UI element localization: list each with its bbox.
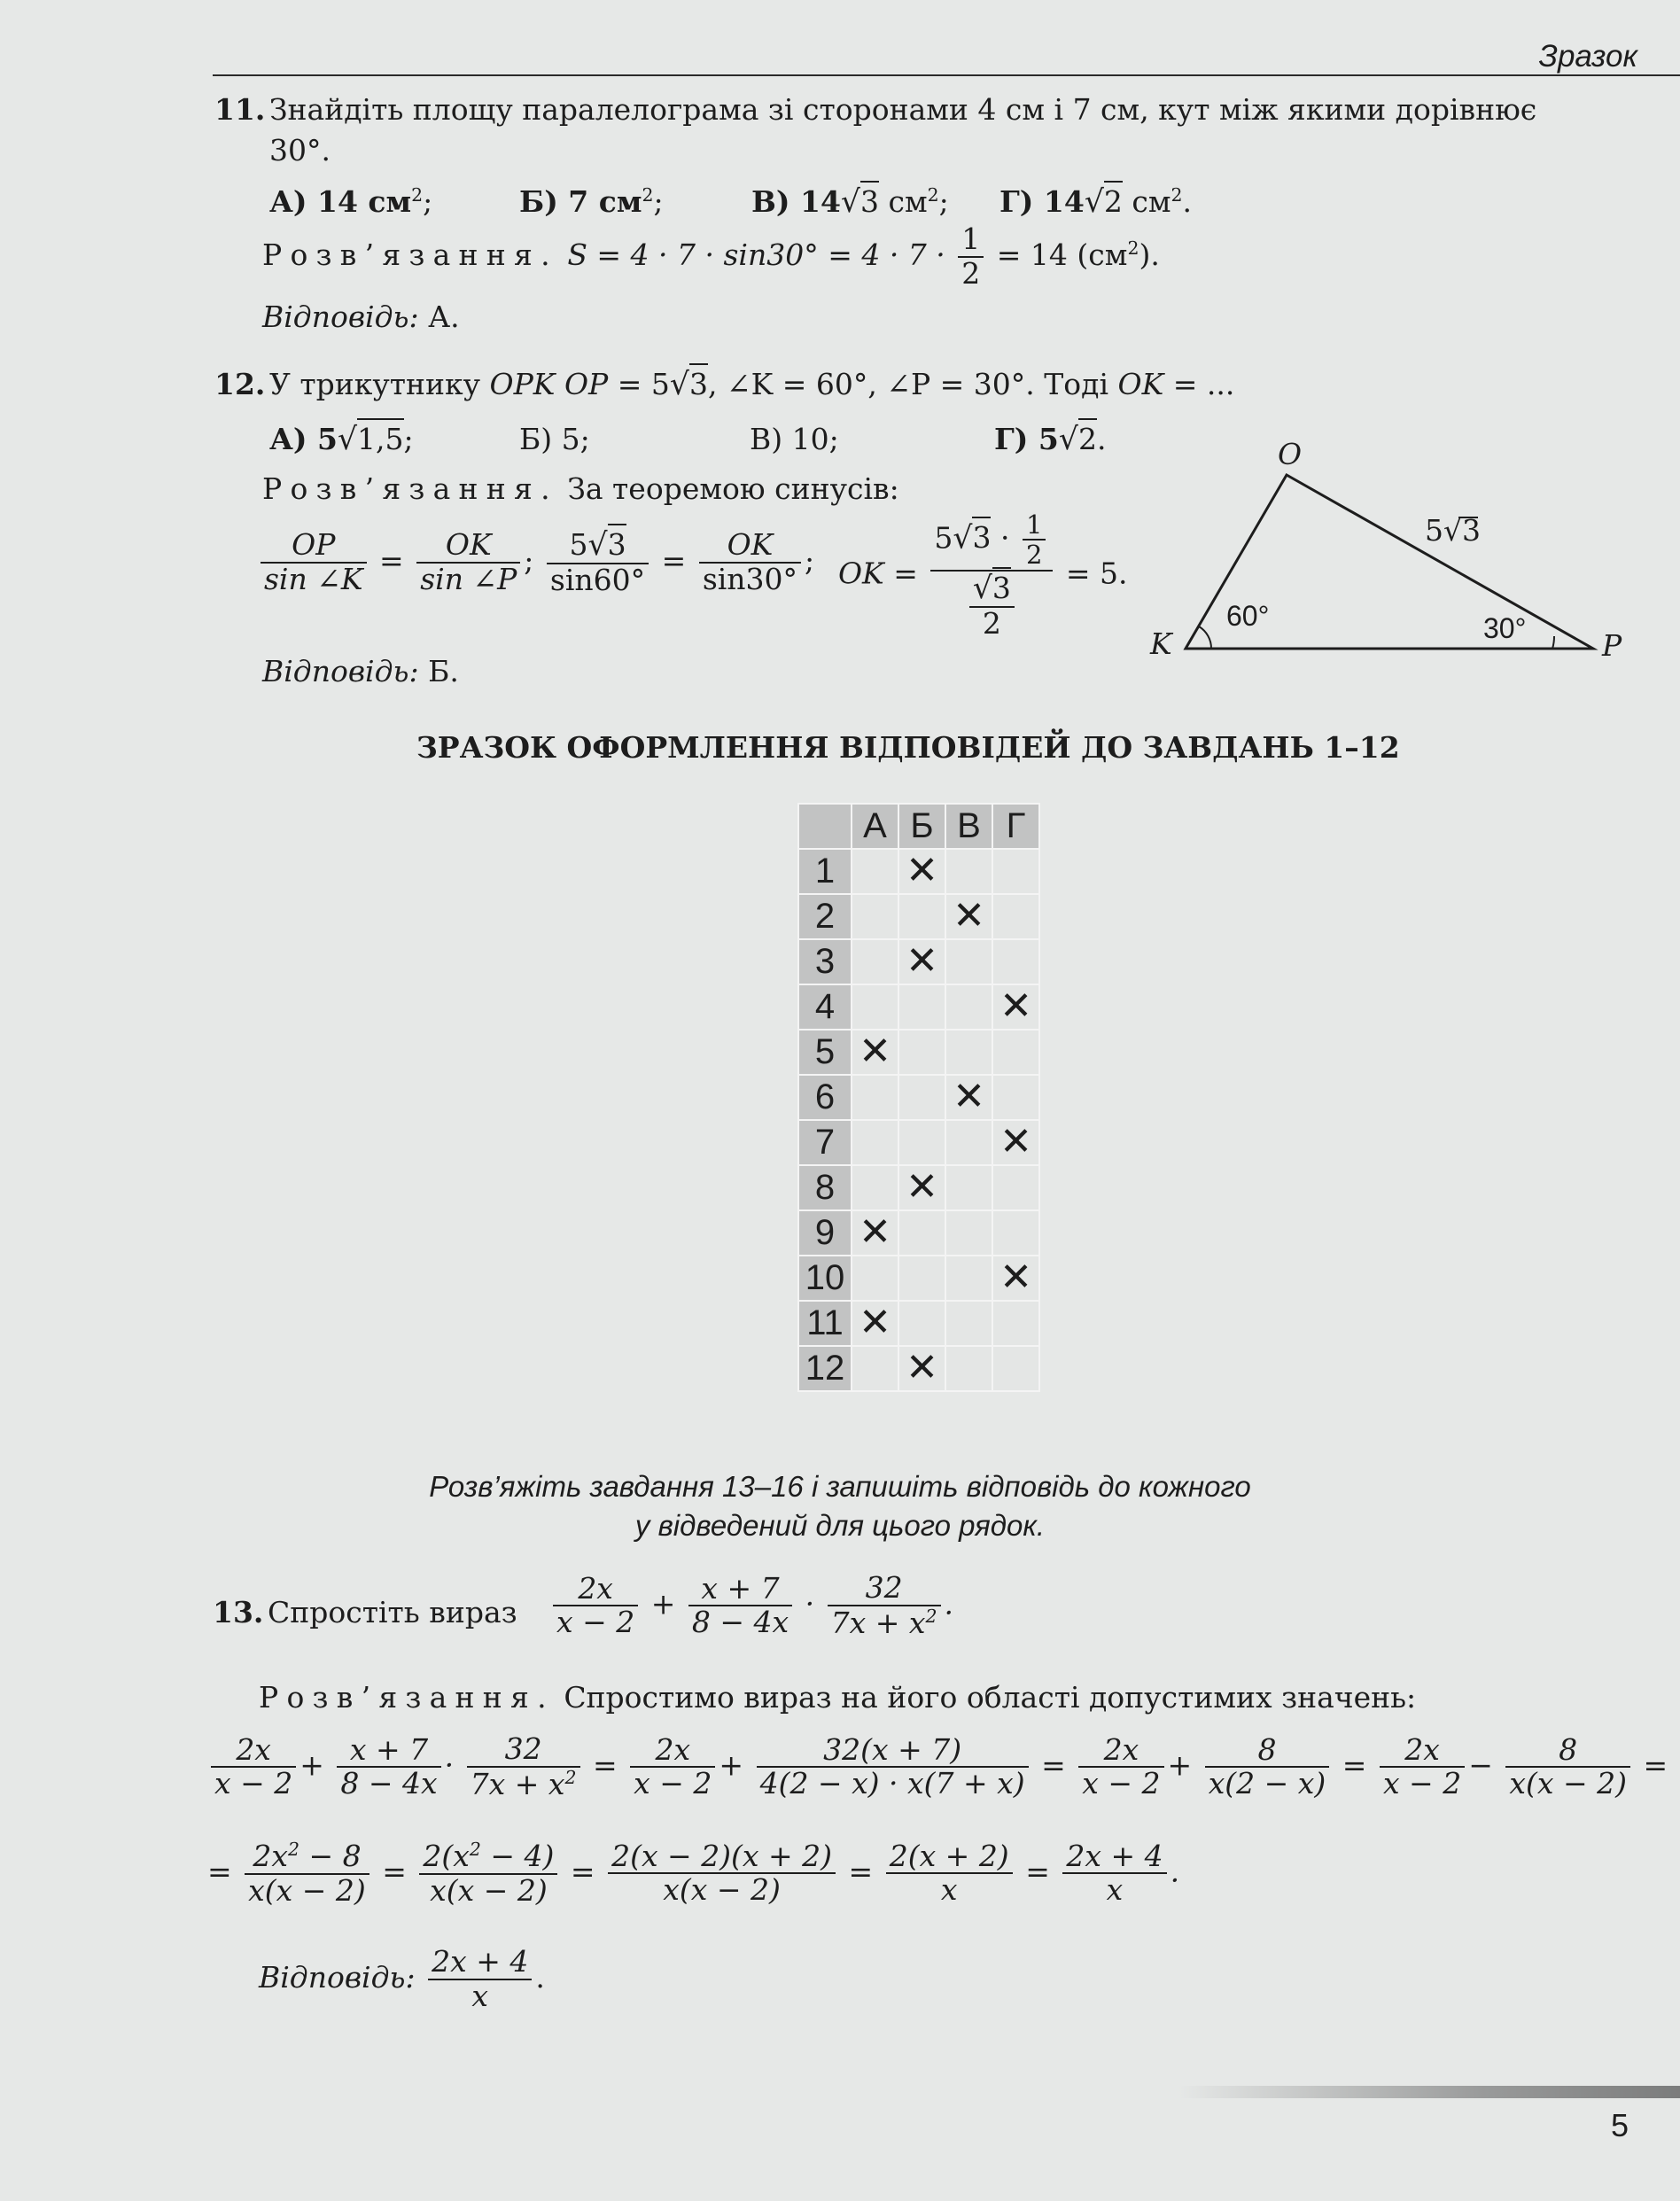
answer-cell[interactable] xyxy=(852,849,898,894)
answer-cell[interactable] xyxy=(992,939,1039,984)
answer-cell[interactable] xyxy=(852,1120,898,1165)
answer-row xyxy=(798,1120,1039,1165)
answer-cell[interactable] xyxy=(945,1075,992,1120)
cross-mark-icon: ✕ xyxy=(859,1209,891,1254)
answer-cell[interactable] xyxy=(852,894,898,939)
answer-cell[interactable] xyxy=(898,1120,945,1165)
answer-cell[interactable] xyxy=(945,1030,992,1075)
column-header: Г xyxy=(992,804,1039,849)
task13-number: 13. xyxy=(213,1595,264,1629)
task11-option-d: Г) 14√2 $см^2$. xyxy=(999,184,1192,220)
task-number-cell: 3 xyxy=(798,939,852,984)
task12-option-b: Б) 5; xyxy=(519,422,590,456)
answer-row xyxy=(798,1256,1039,1301)
task11-option-b: Б) 7 $см^2$; xyxy=(519,184,664,219)
cross-mark-icon: ✕ xyxy=(859,1300,891,1344)
answer-cell[interactable] xyxy=(992,1075,1039,1120)
vertex-label-k: K xyxy=(1150,626,1172,661)
answer-cell[interactable] xyxy=(945,939,992,984)
task13-answer: Відповідь: $\frac{2x + 4}{x}$ . xyxy=(259,1944,545,2013)
task12-option-d: Г) 5√2. xyxy=(994,422,1106,457)
answer-cell[interactable] xyxy=(898,1075,945,1120)
task12-question: У трикутнику OPK OP = 5√3, ∠K = 60°, ∠P = 30°. Тоді OK = ... xyxy=(269,367,1234,402)
answer-cell[interactable] xyxy=(945,849,992,894)
answer-cell[interactable] xyxy=(898,939,945,984)
column-header: В xyxy=(945,804,992,849)
vertex-label-p: P xyxy=(1602,628,1622,663)
answer-cell[interactable] xyxy=(992,849,1039,894)
task-number-cell: 9 xyxy=(798,1210,852,1256)
answer-row xyxy=(798,1075,1039,1120)
answer-cell[interactable] xyxy=(852,984,898,1030)
task-number-cell: 5 xyxy=(798,1030,852,1075)
answer-row xyxy=(798,1301,1039,1346)
answer-grid-body xyxy=(798,849,1039,1391)
angle-p-label: 30° xyxy=(1483,612,1527,644)
answer-cell[interactable] xyxy=(898,1030,945,1075)
answer-row xyxy=(798,1346,1039,1391)
task13-solution-intro: Розв’язання. Спростимо вираз на його області допустимих значень: xyxy=(259,1680,1417,1715)
answer-cell[interactable] xyxy=(852,939,898,984)
answer-cell[interactable] xyxy=(992,1210,1039,1256)
column-header: Б xyxy=(898,804,945,849)
answer-cell[interactable] xyxy=(852,1256,898,1301)
answer-cell[interactable] xyxy=(945,1120,992,1165)
cross-mark-icon: ✕ xyxy=(999,1119,1032,1163)
answer-cell[interactable] xyxy=(898,1256,945,1301)
answer-cell[interactable] xyxy=(898,984,945,1030)
answer-cell[interactable] xyxy=(945,894,992,939)
task-number-cell: 1 xyxy=(798,849,852,894)
answer-cell[interactable] xyxy=(852,1165,898,1210)
answer-row xyxy=(798,1030,1039,1075)
task13-question-text: Спростіть вираз xyxy=(268,1595,517,1629)
cross-mark-icon: ✕ xyxy=(999,984,1032,1028)
answer-cell[interactable] xyxy=(992,1301,1039,1346)
answer-cell[interactable] xyxy=(898,849,945,894)
answer-cell[interactable] xyxy=(898,1210,945,1256)
cross-mark-icon: ✕ xyxy=(906,848,938,892)
angle-p-arc xyxy=(1552,636,1554,649)
answers-section-title: ЗРАЗОК ОФОРМЛЕННЯ ВІДПОВІДЕЙ ДО ЗАВДАНЬ 1–12 xyxy=(416,730,1400,765)
answer-cell[interactable] xyxy=(898,1301,945,1346)
answer-cell[interactable] xyxy=(945,1165,992,1210)
task13-expression: $\frac{2x}{x - 2}$ + $\frac{x + 7}{8 - 4x}$ · $\frac{32}{7x + x^2}$ . xyxy=(549,1572,953,1640)
task-number-cell: 6 xyxy=(798,1075,852,1120)
answer-cell[interactable] xyxy=(898,1165,945,1210)
cross-mark-icon: ✕ xyxy=(906,1164,938,1209)
footer-bar xyxy=(1178,2086,1680,2098)
answer-cell[interactable] xyxy=(852,1346,898,1391)
task11-number: 11. xyxy=(214,92,266,127)
answer-row xyxy=(798,894,1039,939)
answer-cell[interactable] xyxy=(945,1301,992,1346)
answer-cell[interactable] xyxy=(852,1301,898,1346)
task-number-cell: 12 xyxy=(798,1346,852,1391)
task11-answer: Відповідь: А. xyxy=(262,299,460,334)
task-number-cell: 8 xyxy=(798,1165,852,1210)
answer-row xyxy=(798,849,1039,894)
answer-cell[interactable] xyxy=(898,1346,945,1391)
answer-row xyxy=(798,984,1039,1030)
answer-cell[interactable] xyxy=(992,1256,1039,1301)
answer-row xyxy=(798,939,1039,984)
task13-solution-line1: $\frac{2x}{x - 2}$ + $\frac{x + 7}{8 - 4x}$ · $\frac{32}{7x + x^2}$ = $\frac{2x}{x - 2}$ + $\frac{32(x + 7)}{4(2 - x) \cdot x(7 + x)}$ = $\frac{2x}{x - 2}$ + $\frac{8}{x(2 - x)}$ = $\frac{2x}{x - 2}$ − $\frac{8}{x(x - 2)}$ = xyxy=(207,1733,1668,1801)
task12-ok-computation: OK = 5√3 · $\frac{1}{2}$ $\frac{√3}{2}$ = 5. xyxy=(838,509,1128,641)
answer-cell[interactable] xyxy=(945,1210,992,1256)
task12-number: 12. xyxy=(214,367,266,401)
answer-cell[interactable] xyxy=(852,1030,898,1075)
task11-question-line1: Знайдіть площу паралелограма зі сторонами 4 см і 7 см, кут між якими дорівнює xyxy=(269,92,1537,127)
task12-option-a: А) 5√1,5; xyxy=(269,422,414,457)
answer-grid-corner xyxy=(798,804,852,849)
task11-solution: Розв’язання. S = 4 · 7 · sin30° = 4 · 7 · $\frac{1}{2}$ = 14 $(см^2)$. xyxy=(262,222,1160,291)
side-op-label: 5√3 xyxy=(1425,513,1482,548)
answer-cell[interactable] xyxy=(852,1075,898,1120)
task11-option-c: В) 14√3 $см^2$; xyxy=(751,184,949,220)
answer-cell[interactable] xyxy=(852,1210,898,1256)
answer-cell[interactable] xyxy=(992,1120,1039,1165)
answer-cell[interactable] xyxy=(992,984,1039,1030)
cross-mark-icon: ✕ xyxy=(906,1345,938,1389)
answer-row xyxy=(798,1210,1039,1256)
task12-answer: Відповідь: Б. xyxy=(262,654,459,688)
answer-row xyxy=(798,1165,1039,1210)
answer-cell[interactable] xyxy=(898,894,945,939)
answer-cell[interactable] xyxy=(992,1030,1039,1075)
cross-mark-icon: ✕ xyxy=(953,893,985,937)
answer-grid xyxy=(797,803,1040,1392)
answer-grid-header xyxy=(798,804,1039,849)
instruction-text: Розв’яжіть завдання 13–16 і запишіть відповідь до кожного у відведений для цього рядок. xyxy=(429,1470,1251,1542)
task-number-cell: 10 xyxy=(798,1256,852,1301)
cross-mark-icon: ✕ xyxy=(859,1029,891,1073)
angle-k-label: 60° xyxy=(1226,600,1270,632)
running-title: Зразок xyxy=(1538,39,1637,74)
triangle-diagram xyxy=(1143,432,1639,672)
answer-cell[interactable] xyxy=(945,1346,992,1391)
vertex-label-o: O xyxy=(1278,437,1303,471)
column-header: А xyxy=(852,804,898,849)
page-number: 5 xyxy=(1610,2107,1629,2143)
cross-mark-icon: ✕ xyxy=(999,1255,1032,1299)
header-rule xyxy=(213,74,1680,76)
task12-option-c: В) 10; xyxy=(750,422,839,456)
task13-solution-line2: = $\frac{2x^2 - 8}{x(x - 2)}$ = $\frac{2(x^2 - 4)}{x(x - 2)}$ = $\frac{2(x - 2)(x + 2)}{x(x - 2)}$ = $\frac{2(x + 2)}{x}$ = $\frac{2x + 4}{x}$ . xyxy=(207,1838,1180,1908)
answer-cell[interactable] xyxy=(945,984,992,1030)
answer-cell[interactable] xyxy=(992,1165,1039,1210)
task-number-cell: 4 xyxy=(798,984,852,1030)
task-number-cell: 11 xyxy=(798,1301,852,1346)
answer-cell[interactable] xyxy=(992,1346,1039,1391)
task-number-cell: 2 xyxy=(798,894,852,939)
task11-question-line2: 30°. xyxy=(269,133,331,167)
task-number-cell: 7 xyxy=(798,1120,852,1165)
cross-mark-icon: ✕ xyxy=(906,938,938,983)
answer-cell[interactable] xyxy=(992,894,1039,939)
task11-option-a: А) 14 $см^2$; xyxy=(269,184,433,219)
angle-k-arc xyxy=(1199,626,1211,649)
task12-sine-law: $\frac{OP}{\sin \angle K}$ = $\frac{OK}{\sin \angle P}$ ; $\frac{5√3}{\sin 60^\circ}$ = $\frac{OK}{\sin 30^\circ}$ ; xyxy=(257,528,814,597)
answer-cell[interactable] xyxy=(945,1256,992,1301)
cross-mark-icon: ✕ xyxy=(953,1074,985,1118)
task12-solution-intro: Розв’язання. За теоремою синусів: xyxy=(262,471,899,506)
